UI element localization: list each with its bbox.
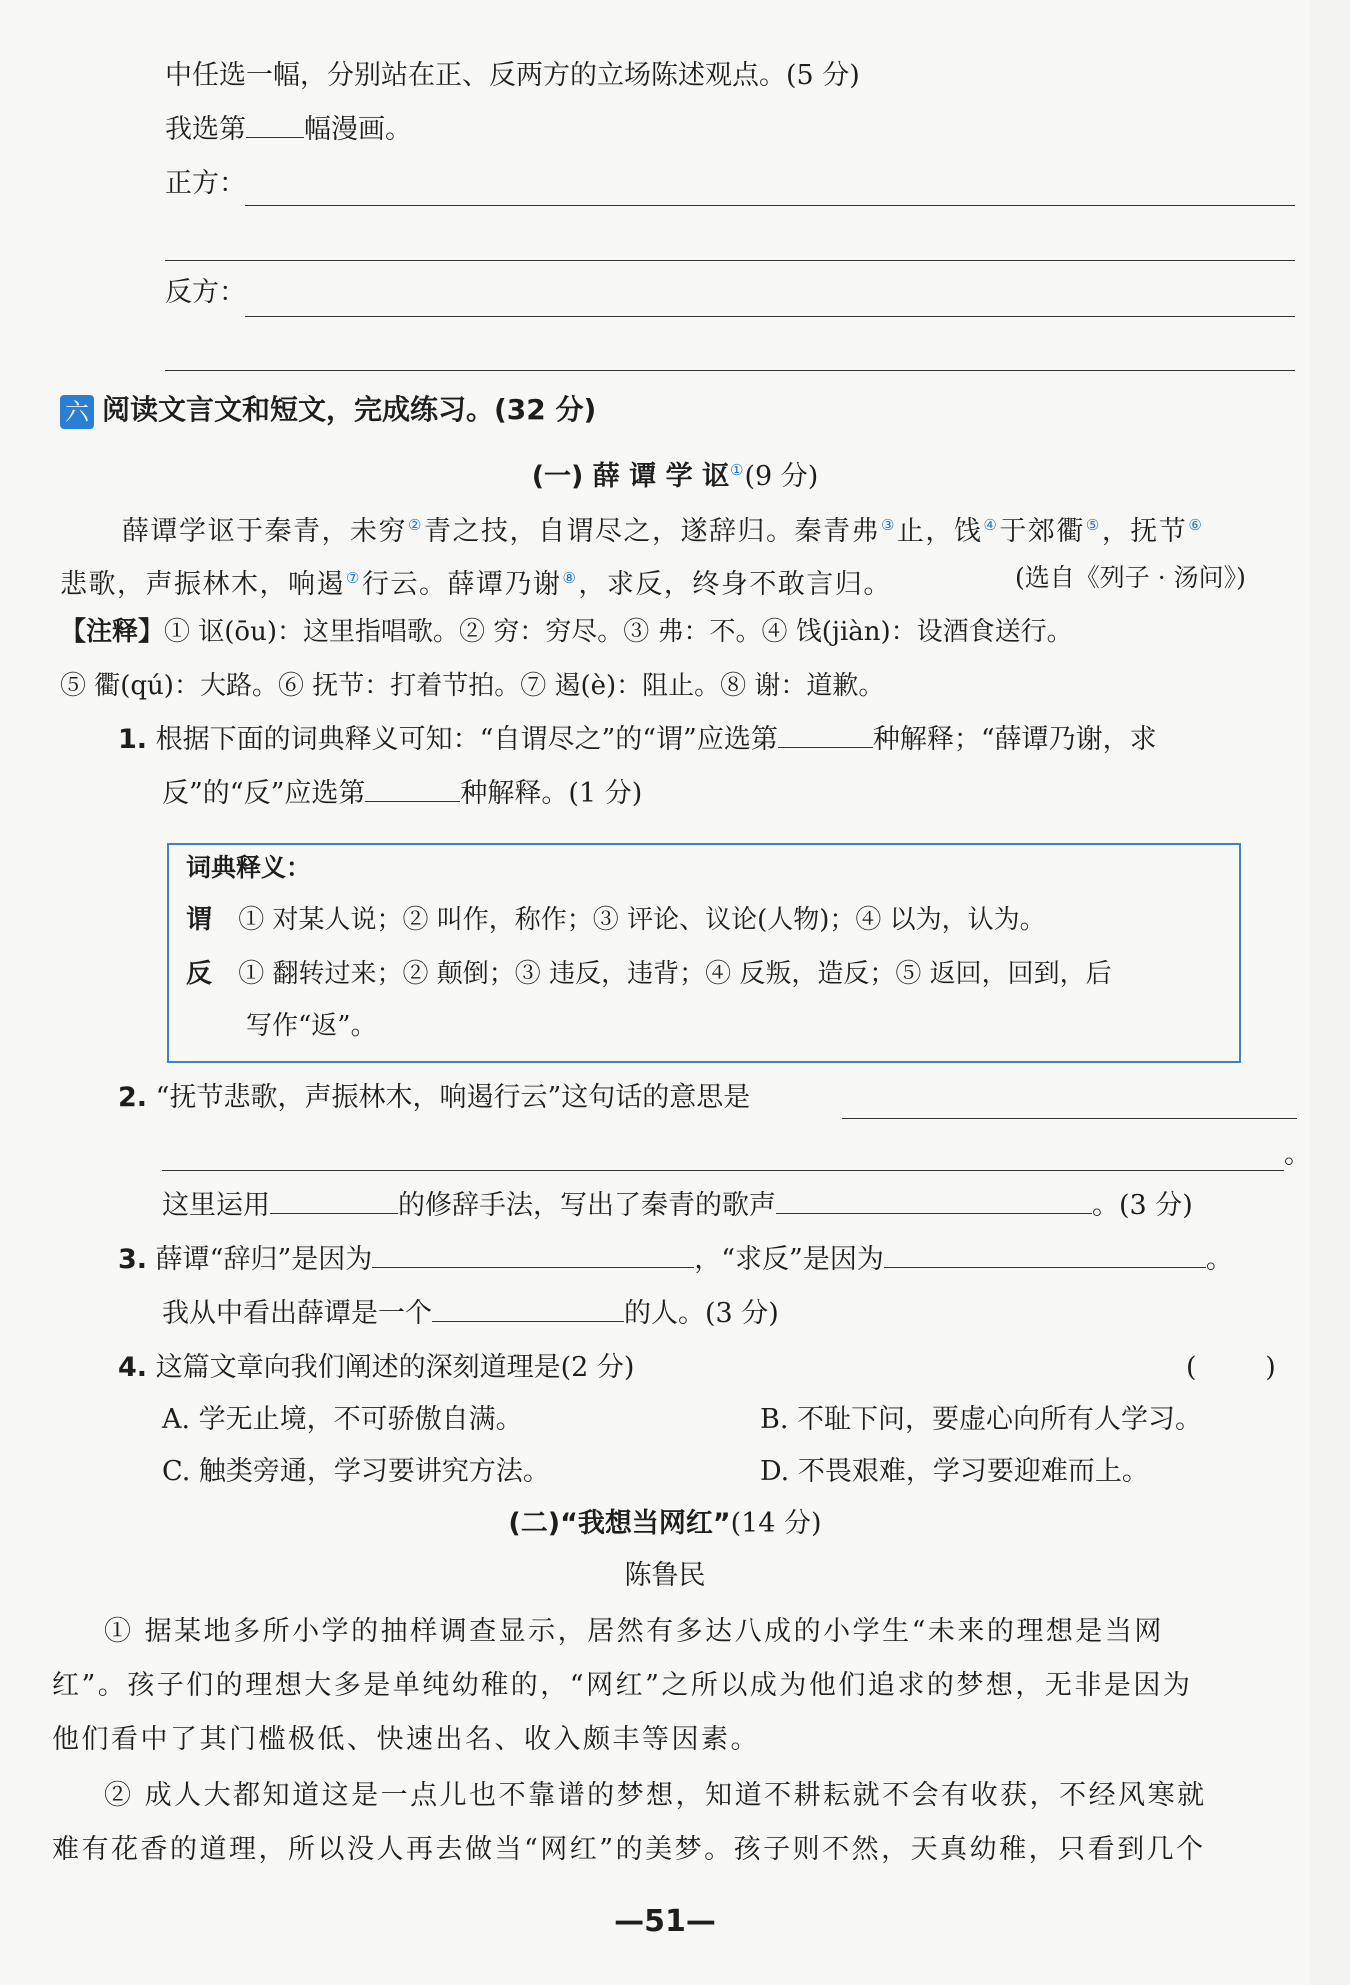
note-marker: ⑤ (1085, 516, 1101, 534)
page-number: —51— (614, 1904, 716, 1939)
text: 的人。(3 分) (624, 1298, 779, 1329)
passage-2-p1-line-2: 红”。孩子们的理想大多是单纯幼稚的，“网红”之所以成为他们追求的梦想，无非是因为 (52, 1670, 1193, 1701)
q2-answer-line-2[interactable] (162, 1170, 1284, 1171)
text: 反”的“反”应选第 (162, 778, 366, 809)
dictionary-definition-cont: 写作“返”。 (246, 1011, 377, 1041)
q1-blank-2[interactable] (365, 775, 460, 802)
q4-option-d[interactable]: D. 不畏艰难，学习要迎难而上。 (760, 1456, 1149, 1487)
note-marker: ③ (880, 516, 896, 534)
dictionary-title: 词典释义： (186, 853, 312, 882)
comic-choice-line (165, 110, 412, 150)
question-1-number: 1. (118, 724, 148, 755)
q3-blank-3[interactable] (432, 1295, 624, 1322)
notes-line-2: ⑤ 衢(qú)：大路。⑥ 抚节：打着节拍。⑦ 遏(è)：阻止。⑧ 谢：道歉。 (60, 671, 885, 701)
q4-option-b[interactable]: B. 不耻下问，要虚心向所有人学习。 (760, 1404, 1203, 1435)
text: 根据下面的词典释义可知：“自谓尽之”的“谓”应选第 (155, 724, 778, 755)
text: 行云。薛谭乃谢 (361, 569, 562, 600)
text: 。(3 分) (1092, 1190, 1193, 1221)
passage-2-p1-line-1: ① 据某地多所小学的抽样调查显示，居然有多达八成的小学生“未来的理想是当网 (104, 1616, 1164, 1647)
text: ，“求反”是因为 (694, 1244, 884, 1275)
question-2-number: 2. (118, 1082, 148, 1113)
passage-1-line-1 (122, 505, 1204, 552)
text: 薛谭学讴于秦青，未穷 (122, 516, 407, 547)
pro-label: 正方： (165, 168, 246, 199)
text: 这篇文章向我们阐述的深刻道理是(2 分) (155, 1352, 635, 1383)
dictionary-definition: ① 翻转过来；② 颠倒；③ 违反，违背；④ 反叛，造反；⑤ 返回，回到，后 (238, 959, 1112, 989)
notes-text-1: ① 讴(ōu)：这里指唱歌。② 穷：穷尽。③ 弗：不。④ 饯(jiàn)：设酒食送行。 (164, 617, 1073, 647)
question-1-line-1 (118, 720, 1157, 760)
comic-number-blank[interactable] (246, 111, 304, 138)
question-2-line-1 (118, 1078, 750, 1118)
text: 种解释。(1 分) (460, 778, 643, 809)
notes-line-1 (60, 612, 1073, 652)
question-continuation: 中任选一幅，分别站在正、反两方的立场陈述观点。(5 分) (165, 60, 860, 91)
passage-1-line-2 (60, 558, 892, 605)
text: ，抚节 (1101, 516, 1188, 547)
q3-blank-1[interactable] (372, 1241, 694, 1268)
comic-choice-post: 幅漫画。 (304, 114, 412, 145)
passage-1-title: (一) 薛 谭 学 讴 (531, 461, 729, 492)
note-marker: ④ (983, 516, 999, 534)
text: 种解释；“薛谭乃谢，求 (872, 724, 1157, 755)
passage-1-score: (9 分) (744, 461, 819, 492)
text: 我从中看出薛谭是一个 (162, 1298, 432, 1329)
passage-1-source: (选自《列子 · 汤问》) (1015, 563, 1246, 592)
q4-option-a[interactable]: A. 学无止境，不可骄傲自满。 (162, 1404, 523, 1435)
text: 悲歌，声振林木，响遏 (60, 569, 345, 600)
section-badge: 六 (60, 395, 94, 429)
question-3-line-2 (162, 1294, 779, 1334)
text: 薛谭“辞归”是因为 (155, 1244, 373, 1275)
passage-2-p2-line-2: 难有花香的道理，所以没人再去做当“网红”的美梦。孩子则不然，天真幼稚，只看到几个 (52, 1834, 1206, 1865)
text: 于郊衢 (999, 516, 1085, 547)
passage-2-author: 陈鲁民 (624, 1560, 706, 1591)
dictionary-word: 反 (186, 959, 213, 989)
pro-answer-line-1[interactable] (245, 205, 1295, 206)
passage-2-title: (二)“我想当网红” (508, 1508, 731, 1539)
passage-2-p2-line-1: ② 成人大都知道这是一点儿也不靠谱的梦想，知道不耕耘就不会有收获，不经风寒就 (104, 1780, 1207, 1811)
notes-label: 【注释】 (60, 617, 165, 647)
q3-blank-2[interactable] (884, 1241, 1206, 1268)
question-3-line-1 (118, 1240, 1233, 1280)
question-3-number: 3. (118, 1244, 148, 1275)
note-marker: ② (408, 516, 423, 534)
text: 这里运用 (162, 1190, 270, 1221)
text: ，求反，终身不敢言归。 (578, 569, 892, 600)
q4-answer-paren[interactable]: ( ) (1186, 1352, 1276, 1383)
question-2-line-3 (162, 1186, 1193, 1226)
pro-answer-line-2[interactable] (165, 260, 1295, 261)
q1-blank-1[interactable] (778, 721, 873, 748)
con-answer-line-2[interactable] (165, 370, 1295, 371)
title-note-marker: ① (730, 461, 744, 479)
section-6-header (60, 390, 596, 430)
note-marker: ⑥ (1188, 516, 1204, 534)
note-marker: ⑦ (346, 569, 361, 587)
text: 止，饯 (896, 516, 983, 547)
q2-period: 。 (1284, 1139, 1311, 1170)
passage-2-p1-line-3: 他们看中了其门槛极低、快速出名、收入颇丰等因素。 (52, 1724, 760, 1755)
text: “抚节悲歌，声振林木，响遏行云”这句话的意思是 (155, 1082, 751, 1113)
dictionary-definition: ① 对某人说；② 叫作，称作；③ 评论、议论(人物)；④ 以为，认为。 (238, 905, 1046, 935)
text: 的修辞手法，写出了秦青的歌声 (398, 1190, 776, 1221)
section-6-title: 阅读文言文和短文，完成练习。(32 分) (102, 393, 597, 426)
text: 青之技，自谓尽之，遂辞归。秦青弗 (423, 516, 880, 547)
text: 。 (1205, 1244, 1233, 1275)
con-label: 反方： (165, 277, 246, 308)
dictionary-word: 谓 (186, 905, 213, 935)
passage-1-title-line (0, 450, 1350, 497)
dictionary-entry-wei (186, 900, 1046, 940)
q4-option-c[interactable]: C. 触类旁通，学习要讲究方法。 (162, 1456, 550, 1487)
comic-choice-pre: 我选第 (165, 114, 246, 145)
question-4-line (118, 1348, 634, 1388)
question-1-line-2 (162, 774, 642, 814)
q2-answer-line-1[interactable] (842, 1118, 1297, 1119)
note-marker: ⑧ (562, 569, 578, 587)
question-4-number: 4. (118, 1352, 148, 1383)
dictionary-entry-fan (186, 954, 1112, 994)
q2-rhetoric-blank[interactable] (270, 1187, 398, 1214)
q2-voice-blank[interactable] (776, 1187, 1092, 1214)
con-answer-line-1[interactable] (245, 316, 1295, 317)
passage-2-title-line (0, 1504, 1330, 1544)
passage-2-score: (14 分) (730, 1508, 822, 1539)
